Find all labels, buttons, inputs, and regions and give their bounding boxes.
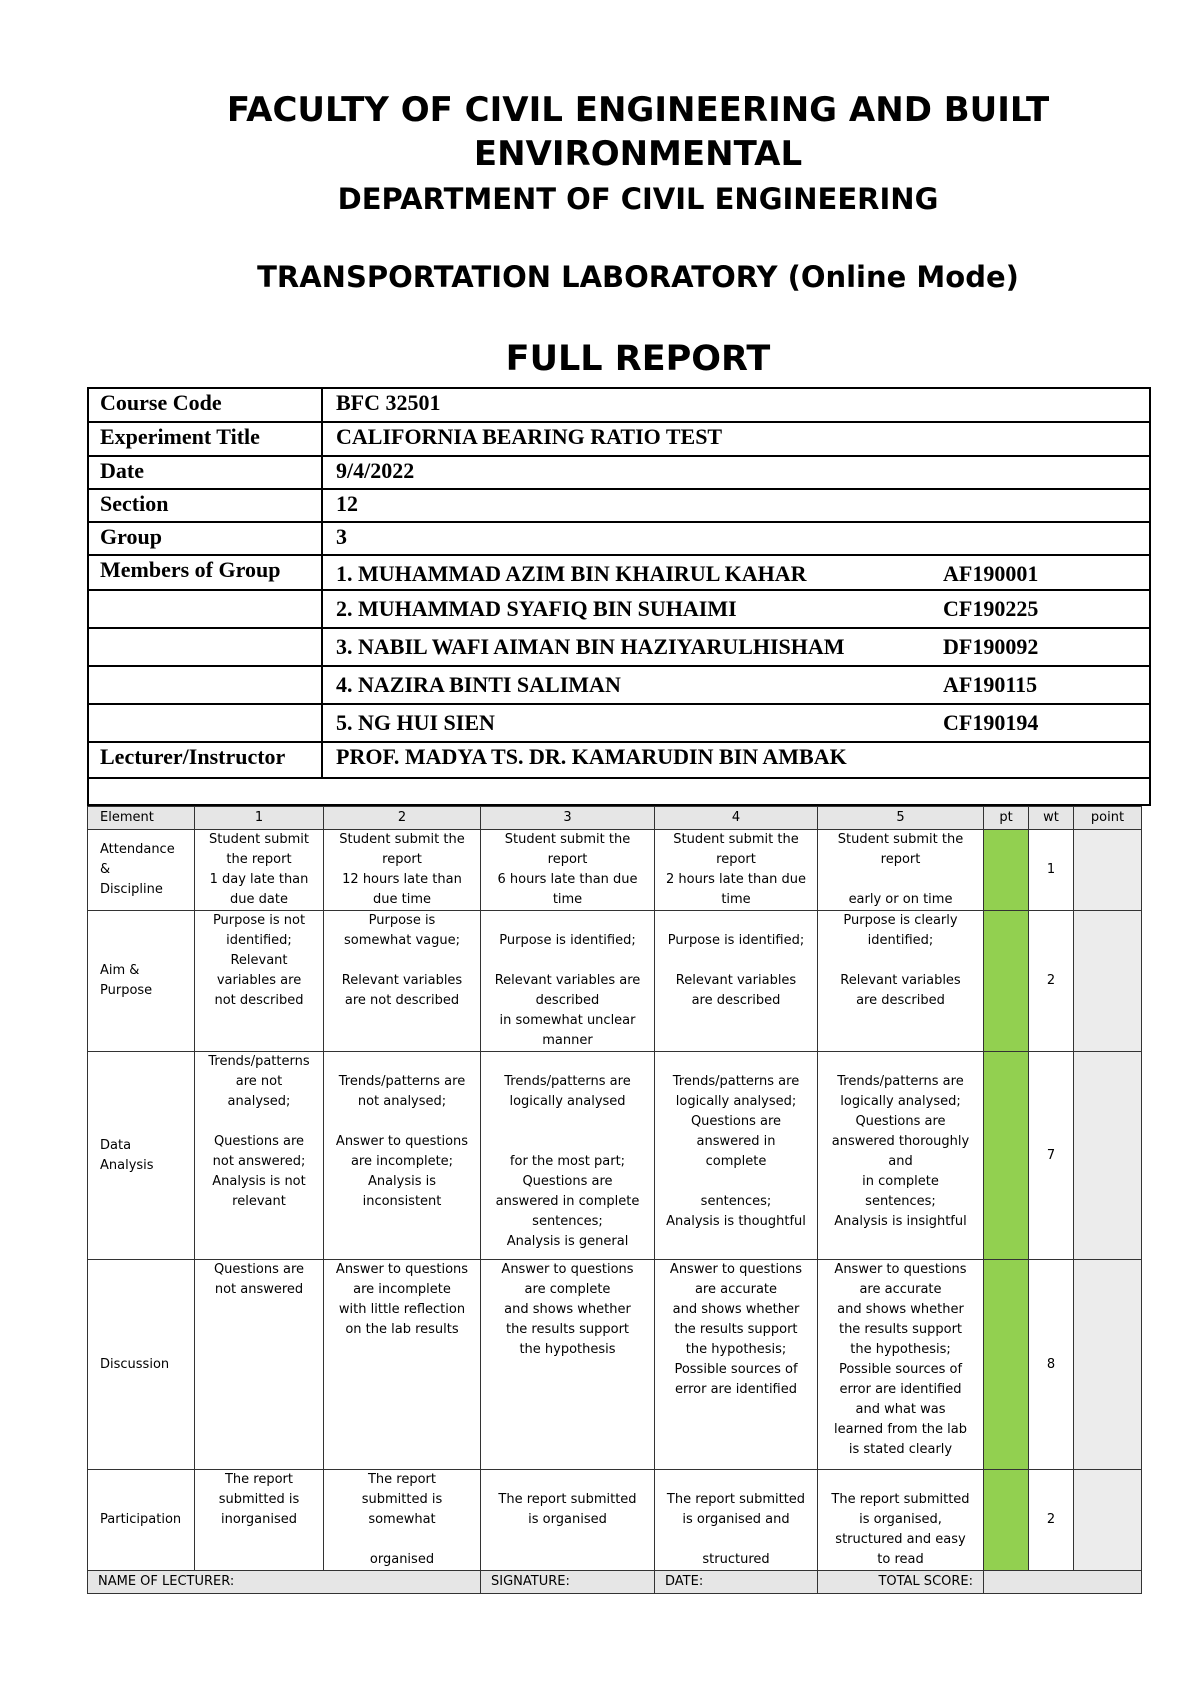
point-cell bbox=[1074, 911, 1142, 1052]
member-cell bbox=[323, 667, 1149, 703]
weight-cell: 7 bbox=[1029, 1052, 1074, 1260]
course-code-row bbox=[89, 389, 1149, 423]
criterion-level-1: Student submit the report 1 day late than due date bbox=[195, 830, 324, 911]
criterion-level-2: The report submitted is somewhat organised bbox=[324, 1470, 481, 1571]
lecturer-label: Lecturer/Instructor bbox=[89, 743, 323, 778]
point-cell bbox=[1074, 1260, 1142, 1470]
header-element: Element bbox=[88, 807, 195, 830]
member-name: 3. NABIL WAFI AIMAN BIN HAZIYARULHISHAM bbox=[336, 634, 845, 659]
header-level-5: 5 bbox=[818, 807, 984, 830]
criterion-level-3: The report submitted is organised bbox=[481, 1470, 655, 1571]
member-matric: AF190001 bbox=[943, 561, 1039, 586]
member-cell bbox=[323, 556, 1149, 589]
criterion-level-4: Trends/patterns are logically analysed; Questions are answered in complete sentences; Analysis is thoughtful bbox=[655, 1052, 818, 1260]
element-label: Data Analysis bbox=[88, 1052, 195, 1260]
header-level-2: 2 bbox=[324, 807, 481, 830]
spacer-row bbox=[87, 779, 1151, 806]
faculty-title-line1: FACULTY OF CIVIL ENGINEERING AND BUILT bbox=[226, 90, 1050, 130]
lecturer-row bbox=[89, 743, 1149, 778]
experiment-title-value: CALIFORNIA BEARING RATIO TEST bbox=[336, 424, 723, 449]
member-matric: DF190092 bbox=[943, 634, 1039, 659]
members-label-blank bbox=[89, 705, 323, 741]
experiment-title-label: Experiment Title bbox=[89, 423, 323, 455]
point-cell bbox=[1074, 830, 1142, 911]
lecturer-name-field: NAME OF LECTURER: bbox=[88, 1571, 481, 1594]
section-value: 12 bbox=[336, 491, 358, 516]
lab-title: TRANSPORTATION LABORATORY (Online Mode) bbox=[257, 260, 1019, 294]
group-value: 3 bbox=[336, 524, 347, 549]
header-pt: pt bbox=[984, 807, 1029, 830]
member-row-1 bbox=[89, 556, 1149, 591]
course-code-value: BFC 32501 bbox=[336, 390, 441, 415]
total-score-value bbox=[984, 1571, 1142, 1594]
member-cell bbox=[323, 629, 1149, 665]
weight-cell: 2 bbox=[1029, 1470, 1074, 1571]
pt-cell bbox=[984, 830, 1029, 911]
member-matric: CF190225 bbox=[943, 596, 1039, 621]
rubric-footer-row bbox=[88, 1571, 1142, 1594]
criterion-level-3: Answer to questions are complete and shows whether the results support the hypothesis bbox=[481, 1260, 655, 1470]
member-row-4 bbox=[89, 667, 1149, 705]
header-level-1: 1 bbox=[195, 807, 324, 830]
lecturer-value: PROF. MADYA TS. DR. KAMARUDIN BIN AMBAK bbox=[336, 744, 847, 769]
criterion-level-4: The report submitted is organised and structured bbox=[655, 1470, 818, 1571]
pt-cell bbox=[984, 1052, 1029, 1260]
criterion-level-5: Student submit the report early or on time bbox=[818, 830, 984, 911]
member-cell bbox=[323, 705, 1149, 741]
pt-cell bbox=[984, 1260, 1029, 1470]
header-wt: wt bbox=[1029, 807, 1074, 830]
header-level-4: 4 bbox=[655, 807, 818, 830]
criterion-level-4: Student submit the report 2 hours late than due time bbox=[655, 830, 818, 911]
group-row bbox=[89, 523, 1149, 556]
criterion-level-1: The report submitted is inorganised bbox=[195, 1470, 324, 1571]
date-value: 9/4/2022 bbox=[336, 458, 415, 483]
section-label: Section bbox=[89, 490, 323, 521]
element-label: Discussion bbox=[88, 1260, 195, 1470]
members-label-blank bbox=[89, 667, 323, 703]
report-info-table bbox=[87, 387, 1151, 779]
criterion-level-2: Student submit the report 12 hours late than due time bbox=[324, 830, 481, 911]
criterion-level-3: Purpose is identified; Relevant variables are described in somewhat unclear manner bbox=[481, 911, 655, 1052]
header-level-3: 3 bbox=[481, 807, 655, 830]
faculty-title-line2: ENVIRONMENTAL bbox=[473, 134, 803, 174]
department-title: DEPARTMENT OF CIVIL ENGINEERING bbox=[337, 182, 939, 216]
criterion-level-5: Answer to questions are accurate and shows whether the results support the hypothesis; Possible sources of error are identified and what was learned from the lab is stated clearly bbox=[818, 1260, 984, 1470]
total-score-label: TOTAL SCORE: bbox=[818, 1571, 984, 1594]
section-row bbox=[89, 490, 1149, 523]
criterion-level-4: Answer to questions are accurate and shows whether the results support the hypothesis; Possible sources of error are identified bbox=[655, 1260, 818, 1470]
criterion-level-5: Trends/patterns are logically analysed; Questions are answered thoroughly and in complete sentences; Analysis is insightful bbox=[818, 1052, 984, 1260]
weight-cell: 8 bbox=[1029, 1260, 1074, 1470]
criterion-level-4: Purpose is identified; Relevant variables are described bbox=[655, 911, 818, 1052]
header-point: point bbox=[1074, 807, 1142, 830]
member-name: 1. MUHAMMAD AZIM BIN KHAIRUL KAHAR bbox=[336, 561, 807, 586]
element-label: Participation bbox=[88, 1470, 195, 1571]
date-label: Date bbox=[89, 457, 323, 488]
criterion-level-1: Trends/patterns are not analysed; Questions are not answered; Analysis is not relevant bbox=[195, 1052, 324, 1260]
date-row bbox=[89, 457, 1149, 490]
member-name: 4. NAZIRA BINTI SALIMAN bbox=[336, 672, 621, 697]
group-label: Group bbox=[89, 523, 323, 554]
course-code-label: Course Code bbox=[89, 389, 323, 421]
rubric-row-aim bbox=[88, 911, 1142, 1052]
member-cell bbox=[323, 591, 1149, 627]
criterion-level-2: Purpose is somewhat vague; Relevant variables are not described bbox=[324, 911, 481, 1052]
members-label-blank bbox=[89, 629, 323, 665]
pt-cell bbox=[984, 911, 1029, 1052]
criterion-level-5: Purpose is clearly identified; Relevant variables are described bbox=[818, 911, 984, 1052]
weight-cell: 1 bbox=[1029, 830, 1074, 911]
element-label: Aim & Purpose bbox=[88, 911, 195, 1052]
report-type-title: FULL REPORT bbox=[505, 339, 771, 379]
criterion-level-5: The report submitted is organised, structured and easy to read bbox=[818, 1470, 984, 1571]
criterion-level-2: Answer to questions are incomplete with little reflection on the lab results bbox=[324, 1260, 481, 1470]
rubric-row-discussion bbox=[88, 1260, 1142, 1470]
member-row-3 bbox=[89, 629, 1149, 667]
point-cell bbox=[1074, 1470, 1142, 1571]
member-matric: CF190194 bbox=[943, 710, 1039, 735]
members-label: Members of Group bbox=[89, 556, 323, 589]
rubric-header-row bbox=[88, 807, 1142, 830]
criterion-level-1: Questions are not answered bbox=[195, 1260, 324, 1470]
member-matric: AF190115 bbox=[943, 672, 1038, 697]
experiment-title-row bbox=[89, 423, 1149, 457]
member-row-2 bbox=[89, 591, 1149, 629]
assessment-rubric-table bbox=[87, 806, 1142, 1594]
signature-field: SIGNATURE: bbox=[481, 1571, 655, 1594]
date-field: DATE: bbox=[655, 1571, 818, 1594]
rubric-row-attendance bbox=[88, 830, 1142, 911]
pt-cell bbox=[984, 1470, 1029, 1571]
criterion-level-2: Trends/patterns are not analysed; Answer to questions are incomplete; Analysis is inconsistent bbox=[324, 1052, 481, 1260]
members-label-blank bbox=[89, 591, 323, 627]
member-name: 2. MUHAMMAD SYAFIQ BIN SUHAIMI bbox=[336, 596, 737, 621]
criterion-level-1: Purpose is not identified; Relevant variables are not described bbox=[195, 911, 324, 1052]
point-cell bbox=[1074, 1052, 1142, 1260]
rubric-row-participation bbox=[88, 1470, 1142, 1571]
element-label: Attendance & Discipline bbox=[88, 830, 195, 911]
rubric-row-data-analysis bbox=[88, 1052, 1142, 1260]
criterion-level-3: Student submit the report 6 hours late than due time bbox=[481, 830, 655, 911]
weight-cell: 2 bbox=[1029, 911, 1074, 1052]
member-row-5 bbox=[89, 705, 1149, 743]
criterion-level-3: Trends/patterns are logically analysed for the most part; Questions are answered in complete sentences; Analysis is general bbox=[481, 1052, 655, 1260]
member-name: 5. NG HUI SIEN bbox=[336, 710, 495, 735]
